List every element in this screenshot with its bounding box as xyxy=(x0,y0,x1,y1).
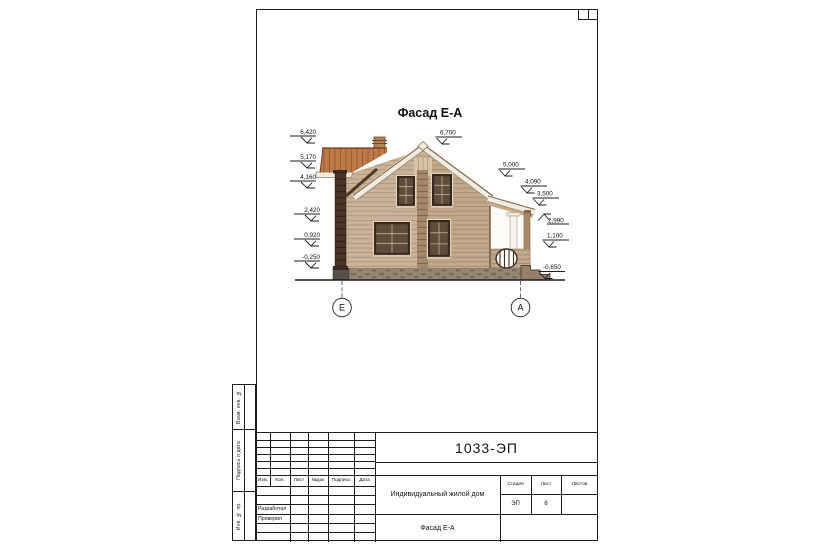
title-block xyxy=(256,432,598,541)
tb-line xyxy=(354,433,355,542)
house-walls xyxy=(345,150,490,268)
elevation-mark xyxy=(499,162,526,177)
tb-col-izm: Изм. xyxy=(257,478,269,483)
tb-line xyxy=(328,433,329,542)
tb-line xyxy=(256,523,375,524)
margin-strip-box-2 xyxy=(232,429,256,492)
tb-line xyxy=(256,495,375,496)
elevation-mark xyxy=(543,233,570,248)
svg-text:Е: Е xyxy=(338,302,346,313)
axis-marker-E xyxy=(333,281,352,317)
tb-col-podpis: Подпись xyxy=(331,478,351,483)
porch xyxy=(488,196,550,280)
tb-line xyxy=(256,454,375,455)
tb-line xyxy=(290,433,291,542)
svg-text:5,000: 5,000 xyxy=(503,161,519,169)
tb-stage-label: Стадия xyxy=(507,482,524,487)
svg-text:0,920: 0,920 xyxy=(304,232,320,239)
tb-document-number: 1033-ЭП xyxy=(455,439,518,456)
elevation-mark xyxy=(436,130,463,145)
tb-col-kol: Кол. xyxy=(275,478,285,483)
margin-strip-box-3 xyxy=(232,491,256,541)
svg-text:3,500: 3,500 xyxy=(537,190,553,198)
margin-strip-label: Инв. № пр. xyxy=(233,492,245,540)
window-lower-right xyxy=(427,219,452,259)
svg-text:2,990: 2,990 xyxy=(548,217,564,225)
svg-text:1,100: 1,100 xyxy=(547,232,563,240)
tb-role-developed: Разработал xyxy=(258,506,287,512)
tb-col-data: Дата xyxy=(359,478,370,483)
tb-line xyxy=(256,486,375,487)
elevation-mark xyxy=(294,232,320,246)
tb-role-checked: Проверил xyxy=(258,515,282,522)
tb-line xyxy=(256,532,375,533)
elevation-mark xyxy=(539,264,566,279)
foundation xyxy=(333,267,527,281)
tb-sheet-label: Лист xyxy=(540,482,552,487)
tb-sheets-label: Листов xyxy=(571,482,588,487)
tb-line xyxy=(308,433,309,542)
margin-strip-label: Подпись и дата xyxy=(233,430,245,491)
window-upper-left xyxy=(396,175,417,208)
svg-text:-0,250: -0,250 xyxy=(302,254,320,261)
elevation-mark-up xyxy=(539,214,570,225)
tb-stage-value: ЭП xyxy=(511,501,520,507)
svg-text:4,160: 4,160 xyxy=(300,174,316,181)
axis-marker-A xyxy=(511,281,530,317)
corner-stamp-divider xyxy=(588,9,589,20)
tb-project-name: Индивидуальный жилой дом xyxy=(390,491,485,498)
svg-text:-0,650: -0,650 xyxy=(543,264,561,271)
porch-column xyxy=(510,216,517,252)
chimney xyxy=(374,137,385,148)
tb-line xyxy=(256,468,375,469)
svg-text:А: А xyxy=(517,302,524,313)
tb-sheets-value xyxy=(561,494,598,514)
elevation-mark xyxy=(294,254,320,268)
tb-line xyxy=(375,462,598,463)
elevation-mark xyxy=(290,129,316,143)
svg-text:5,170: 5,170 xyxy=(300,154,316,161)
tb-col-ndok: №док xyxy=(311,478,325,483)
corner-stamp-box xyxy=(578,9,598,20)
svg-text:6,420: 6,420 xyxy=(300,129,316,136)
margin-strip-box-1 xyxy=(232,384,256,430)
corner-log-strip xyxy=(417,170,428,268)
tb-line xyxy=(256,461,375,462)
tb-line xyxy=(256,447,375,448)
elevation-mark xyxy=(290,154,316,168)
facade-drawing xyxy=(280,98,580,328)
tb-line xyxy=(256,440,375,441)
svg-text:4,090: 4,090 xyxy=(525,178,541,186)
window-upper-right xyxy=(431,173,454,208)
svg-text:2,420: 2,420 xyxy=(304,207,320,214)
elevation-mark xyxy=(294,207,320,221)
tb-col-list: Лист xyxy=(293,478,305,483)
margin-strip-label: Взам. инв. № xyxy=(233,385,245,429)
elevation-mark xyxy=(533,191,560,206)
tb-sheet-name: Фасад Е-А xyxy=(420,524,455,532)
tb-sheet-value: 6 xyxy=(544,501,548,507)
elevation-mark xyxy=(290,174,316,188)
window-lower-left xyxy=(373,221,412,257)
svg-text:6,700: 6,700 xyxy=(440,129,456,137)
facade-title: Фасад Е-А xyxy=(397,106,463,120)
